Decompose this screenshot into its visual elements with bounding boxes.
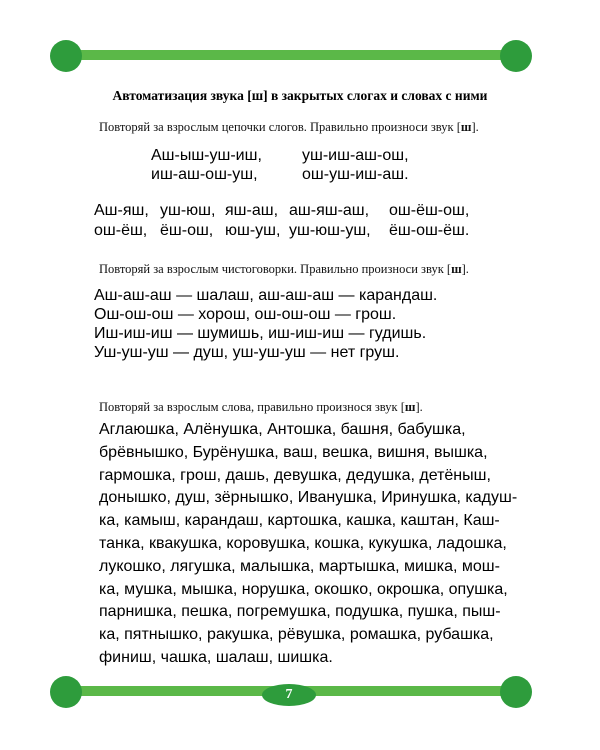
top-right-ornament [500, 40, 532, 72]
page-number: 7 [262, 684, 316, 706]
syllables-row-1-col-1: Аш-ыш-уш-иш, [151, 147, 262, 164]
syllable-cell: уш-юш-уш, [289, 222, 371, 239]
syllable-cell: ош-ёш, [94, 222, 148, 239]
page-title: Автоматизация звука [ш] в закрытых слогах и словах с ними [112, 88, 488, 103]
syllables-row-1-col-2: уш-иш-аш-ош, [302, 147, 409, 164]
word-line: финиш, чашка, шалаш, шишка. [99, 648, 333, 666]
syllable-cell: Аш-яш, [94, 202, 149, 219]
word-line: ка, пятнышко, ракушка, рёвушка, ромашка, рубашка, [99, 626, 494, 644]
top-decorative-bar [58, 50, 524, 60]
word-line: гармошка, грош, дашь, девушка, дедушка, детёныш, [99, 466, 491, 484]
syllable-cell: юш-уш, [225, 222, 281, 239]
word-line: брёвнышко, Бурёнушка, ваш, вешка, вишня, вышка, [99, 443, 488, 461]
syllable-cell: ёш-ош-ёш. [389, 222, 470, 239]
word-line: ка, мушка, мышка, норушка, окошко, окрошка, опушка, [99, 580, 508, 598]
top-left-ornament [50, 40, 82, 72]
syllable-cell: ёш-ош, [160, 222, 214, 239]
instruction-tongue-twisters: Повторяй за взрослым чистоговорки. Правильно произноси звук [ш]. [99, 262, 469, 276]
word-line: ка, камыш, карандаш, картошка, кашка, каштан, Каш- [99, 512, 500, 530]
syllable-cell: аш-яш-аш, [289, 202, 370, 219]
bottom-left-ornament [50, 676, 82, 708]
syllable-cell: уш-юш, [160, 202, 216, 219]
tongue-twister-line: Аш-аш-аш — шалаш, аш-аш-аш — карандаш. [94, 287, 438, 304]
word-line: донышко, душ, зёрнышко, Иванушка, Иринушка, кадуш- [99, 489, 518, 507]
instruction-words: Повторяй за взрослым слова, правильно произнося звук [ш]. [99, 400, 423, 414]
word-list [99, 419, 529, 670]
word-line: парнишка, пешка, погремушка, подушка, пушка, пыш- [99, 603, 501, 621]
syllables-row-2-col-1: иш-аш-ош-уш, [151, 166, 258, 183]
word-line: лукошко, лягушка, малышка, мартышка, мишка, мош- [99, 557, 500, 575]
tongue-twister-line: Ош-ош-ош — хорош, ош-ош-ош — грош. [94, 306, 397, 323]
syllables-row-2-col-2: ош-уш-иш-аш. [302, 166, 409, 183]
word-line: танка, квакушка, коровушка, кошка, кукушка, ладошка, [99, 534, 507, 552]
word-line: Аглаюшка, Алёнушка, Антошка, башня, бабушка, [99, 421, 466, 438]
bottom-right-ornament [500, 676, 532, 708]
tongue-twister-line: Уш-уш-уш — душ, уш-уш-уш — нет груш. [94, 344, 400, 361]
instruction-syllable-chains: Повторяй за взрослым цепочки слогов. Правильно произноси звук [ш]. [99, 120, 479, 134]
syllable-cell: яш-аш, [225, 202, 279, 219]
syllable-cell: ош-ёш-ош, [389, 202, 470, 219]
tongue-twister-line: Иш-иш-иш — шумишь, иш-иш-иш — гудишь. [94, 325, 427, 342]
